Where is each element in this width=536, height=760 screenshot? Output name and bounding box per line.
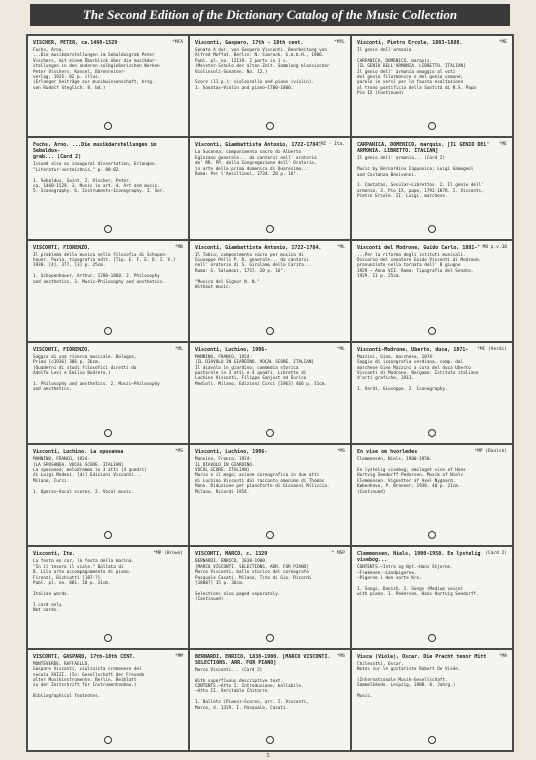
card-body: Saggio di una ricerca musicale. Bologna, Prima [c1936] 386 p. 26cm. (Quaderni di studi filosofici diretti da Adolfo Levi e Emilio Bodrero.) 1. Philosophy and aesthetics. 2. Music—Philosophy and aesthetics. — [33, 354, 160, 393]
card-heading: Visconti-Modrone, Uberto, duca, 1871- — [357, 346, 469, 353]
card-heading: Visconti, Gasparo, 17th - 18th cent. — [195, 40, 304, 46]
catalog-card — [28, 343, 188, 443]
card-body: MANNINO, FRANCO, 1924- [IL DIAVOLO IN GIARDINO. VOCAL SCORE. ITALIAN] Il diavolo in giardino; commedia storica pastorale in 3 atti e 4 quadri. Libretto di Luchino Visconti, Filippo Sanjust ed Enrico Medioli. Milano, Edizioni Curci [1963] 466 p. 31cm. — [195, 354, 327, 387]
card-heading: Visca (Viole), Oscar. Die Pracht tenor Mitt — [357, 653, 487, 660]
card-heading: CARPANICA, DOMENICO, marquis. [IL GENIO DEL' ARMONIA. LIBRETTO. ITALIAN] — [357, 142, 490, 155]
catalog-card — [352, 445, 512, 545]
punch-hole-icon — [104, 225, 112, 233]
card-body: Mazzini, Gino, marchese, 1874- Saggio di iconografia verdiana, comp. dal marchese Gino Mazzini a cura del duca Uberto Visconti di Modrone. Bergamo: Istituto italiano d'arti grafiche, 1913. 1. Verdi, Giuseppe. 2. Iconography. — [357, 354, 479, 393]
punch-hole-icon — [428, 531, 436, 539]
punch-hole-icon — [266, 429, 274, 437]
card-heading: VISCONTI, GASPARO, 17th-18th CENT. — [33, 653, 136, 660]
punch-hole-icon — [104, 429, 112, 437]
punch-hole-icon — [266, 736, 274, 744]
card-heading: Visconti, Giambattista Antonio, 1722-1784. — [195, 142, 322, 149]
catalog-card — [352, 241, 512, 341]
punch-hole-icon — [428, 225, 436, 233]
catalog-card — [28, 138, 188, 238]
punch-hole-icon — [104, 122, 112, 130]
card-call-mark: *MC (Verdi) — [477, 346, 507, 352]
card-body: Chilesotti, Oscar. Notes sur le guitariste Robert De Visée. (Internationale Musik-Gesellschaft. Sammelbände. Leipzig, 1908. 8. Jahrg.) Music. — [357, 661, 461, 700]
catalog-card — [190, 343, 350, 443]
punch-hole-icon — [266, 634, 274, 642]
card-heading: Visconti, Pietro Ercole, 1803-1880. — [357, 40, 463, 46]
catalog-card — [190, 138, 350, 238]
catalog-card — [352, 547, 512, 647]
card-call-mark: *ME — [498, 40, 507, 45]
card-heading: En vise om hvorledes — [357, 449, 418, 456]
card-body: ...Per la riforma degli istituti musicali. Discorso del senatore Guido Visconti di Modrone, pronunziato nella tornata dell' 8 giugno 1929 — Anno VII. Roma: Tipografia del Senato, 1929. 11 p. 25cm. — [357, 252, 482, 280]
punch-hole-icon — [104, 531, 112, 539]
punch-hole-icon — [266, 122, 274, 130]
punch-hole-icon — [428, 634, 436, 642]
catalog-card — [28, 650, 188, 750]
card-call-mark: *MP (Brown) — [153, 551, 183, 557]
card-call-mark: *MM — [174, 653, 183, 659]
card-call-mark: *ML — [336, 244, 345, 250]
punch-hole-icon — [266, 225, 274, 233]
card-call-mark: *MS — [174, 449, 183, 455]
card-body: BERNARDI, ENRICO, 1838-1900. [MARCO VISCONTI. SELECTIONS. ARR. FOR PIANO] Marco Visconti, ballo storico del coreografo Pasquale Casati. Milano, Tito di Gio. Ricordi [1880?] 15 p. 36cm. Selections also paged separately. (Continued) — [195, 559, 312, 603]
punch-hole-icon — [428, 327, 436, 335]
card-body: MONTEVERDE, RAFFAELLO. Gaspare Visconti, violinista cremonese del secolo XVIII. (In: Gesellschaft der Freunde alter Musikinstrumente. Berlin, Beiblatt zu der Zeitschrift für Instrumentenbau.) Bibliographical footnotes. — [33, 661, 145, 700]
card-heading: BERNARDI, ENRICO, 1838-1900. [MARCO VISCONTI. SELECTIONS. ARR. FOR PIANO] — [195, 653, 331, 666]
card-call-mark: * MSP — [331, 551, 345, 557]
card-body: Clemmensen, Niels, 1900-1950. En lystelig visebog; omslaget vise af Hans Hartvig Seedorff Pedersen. Musik af Niels Clemmensen. Vignetter af Axel Nygaard. København, P. Branner, 1938. 40 p. 21cm. (Continued) — [357, 457, 466, 495]
card-heading: Clemmensen, Niels, 1900-1950. En lystelig visebog... — [357, 551, 484, 564]
punch-hole-icon — [428, 736, 436, 744]
catalog-card — [190, 241, 350, 341]
catalog-card — [28, 36, 188, 136]
card-body: Il Tobia; componimento sacro per musica di Giuseppe Pelli P. D. generale... da cantarsi nell' oratorio di S. Girolamo della Carita... Roma: G. Salomoni, 1757. 20 p. 16°. "Musica del Signor N. N." Without music. — [195, 252, 312, 290]
card-body: Issued also as inaugural dissertation, Erlangen. "Literatur-verzeichnis," p. 80-82. 1. Sebaldus, Saint. 2. Vischer, Peter, ca. 1460-1529. 3. Music in art. 4. Art and music. 5. Iconography. 6. Instruments—Iconography. I. Ser. — [33, 162, 165, 195]
card-heading: VISCHER, PETER, ca.1460-1529 — [33, 40, 118, 46]
catalog-card — [352, 650, 512, 750]
card-heading: Visconti, Luchino, 1906- — [195, 346, 268, 353]
card-body: Fuchs, Arno. ...Die musikdarstellungen im Sebaldusgrab Peter Vischers, mit einem Überblick über die musikdar- stellungen in den anderen selbgießerischen Werken Peter Vischers. Kassel, Bärenreiter- verlag, 1935. 82 p. illus. (Erlanger beiträge zur musikwissenschaft, hrsg. von Rudolf Steglich. 8. bd.) — [33, 48, 160, 91]
catalog-card — [190, 36, 350, 136]
catalog-card — [352, 343, 512, 443]
punch-hole-icon — [428, 122, 436, 130]
card-call-mark: *MZ - Ita. — [317, 142, 345, 148]
card-heading: VISCONTI, MARCO, c. 1329 — [195, 551, 268, 558]
card-call-mark: *MP (Danish) — [474, 449, 507, 455]
card-body: Mannino, Franco, 1924- IL DIAVOLO IN GIARDINO. VOCAL SCORE. ITALIAN] Mario e il mago; azione coreografica in due atti di Luchino Visconti dal racconto omonimo di Thomas Mann. Riduzione per pianoforte di Giovanni Miliccia. Milano, Ricordi 1954. — [195, 457, 330, 495]
card-call-mark: * MO p.v.38 — [477, 244, 507, 250]
card-call-mark: *ME — [498, 142, 507, 148]
catalog-card — [28, 445, 188, 545]
card-heading: Visconti, Ite. — [33, 551, 76, 558]
card-call-mark: *MS — [336, 653, 345, 659]
catalog-card-grid — [26, 34, 514, 752]
catalog-card — [190, 445, 350, 545]
card-heading: Visconti, Luchino, 1906- — [195, 449, 268, 456]
catalog-card — [352, 36, 512, 136]
catalog-card — [190, 650, 350, 750]
card-heading: Fuchs, Arno. ...Die musikdarstellungen im Sebaldus- grab... (Card 2) — [33, 142, 157, 161]
card-body: La festa en cor, la festa della marina. "In il tesoro il viale." Ballata di B. Lila arte accompagnamento di piano. Firenzi, Bichiatti [187-?]. Publ. pl. no. 881. 10 p. 31cm. Italian words. 1 card only. Not cards. — [33, 559, 134, 614]
card-body: Sonata A dur, von Gasparo Visconti. Bearbeitung von Alfred Moffat. Berlin: N. Simrock, G.m.b.H., 1906. Publ. pl. no. 12139. 2 parts in 1 v. (Meister-Schule der alten Zeit. Sammlung klassischer Violinsoli-Sonaten. No. 12.) Score (11 p.): violoncello and piano (violin). 1. Sonatas—Violin and piano—1700-1800. — [195, 48, 330, 91]
catalog-card — [28, 547, 188, 647]
card-body: Il genio dell' armonia... (Card 2) Music by Bernardino Capponica; Luigi Gamognol and Costanza Benivenni. 1. Cantatas, Secular—Librettos. 2. Il genio dell' armonia. 3. Pio IX, pope, 1792-1878. I. Visconti, Pietro Ercole. II. Luigi, marchese. — [357, 156, 484, 200]
card-call-mark: *MFA — [172, 40, 183, 45]
card-heading: Visconti del Modrone, Guido Carlo, 1881- — [357, 244, 478, 251]
card-body: Il problema della musica nella filosofia di Schopen- hauer. Pavia, tipografia edit. [Tip. E. F. E. D. I. V.] 1930. [4], 377, [3] p. 25cm. 1. Schopenhauer, Arthur, 1788-1860. 2. Philosophy and aesthetics. 3. Music—Philosophy and aesthetics. — [33, 252, 176, 285]
catalog-card — [352, 138, 512, 238]
page-number: 5 — [266, 753, 270, 759]
card-heading: Visconti, Luchino. La sposanea — [33, 449, 124, 456]
catalog-card — [190, 547, 350, 647]
card-call-mark: *MB — [174, 244, 183, 250]
page-title: The Second Edition of the Dictionary Catalog of the Music Collection — [30, 4, 510, 26]
card-call-mark: *MYL — [334, 40, 345, 45]
card-body: La Susanna; componimento sacro di Alberto Egizzano generale... da cantarsi nell' oratorio de' RR. PP. della Congregazione dell' Oratorio, in arte della prima domenica di Quaresima... Roma: Per l'Ansillioni, 1734. 20 p. 16°. — [195, 150, 317, 177]
catalog-card — [28, 241, 188, 341]
punch-hole-icon — [428, 429, 436, 437]
punch-hole-icon — [266, 327, 274, 335]
card-heading: VISCONTI, FIORENZO. — [33, 346, 91, 353]
card-call-mark: (Card 2) — [485, 551, 507, 557]
card-call-mark: *ML — [174, 346, 183, 352]
punch-hole-icon — [104, 736, 112, 744]
card-call-mark: *MS — [336, 449, 345, 455]
punch-hole-icon — [104, 327, 112, 335]
card-heading: Visconti, Giambattista Antonio, 1722-1784. — [195, 244, 322, 251]
card-call-mark: *ML — [336, 346, 345, 352]
punch-hole-icon — [104, 634, 112, 642]
card-body: MANNINO, FRANCO, 1924- [LA SPOSANEA. VOCAL SCORE. ITALIAN] La sposanea; melodramma in 3 atti (4 quadri) di Luigi Madeni. [di] Edizioni Visconti... Milano, Curci. 1. Operas—Vocal scores. 2. Vocal music. — [33, 457, 147, 495]
card-call-mark: *MA — [498, 653, 507, 659]
card-heading: VISCONTI, FIORENZO. — [33, 244, 91, 251]
card-body: CONTENTS.—Intro og Nyt.—Hans Stjerne. —Frøkenen.—Landpigerne. —Pigerne i den sorte Kro. 1. Songs, Danish. 2. Songs (Medium voice) with piano. I. Pedersen, Hans Hartvig Seedorff. — [357, 565, 479, 598]
card-body: Marco Visconti... (Card 2) With superfluous descriptive text. CONTENTS.—Atto I. Introduzione; ballabile. —Atto II. Veritable Chitarre. 1. Ballets (Piano)—Scores, arr. I. Visconti, Marco, d. 1329. I. Pasquale, Casati. — [195, 667, 309, 711]
card-body: Il genio dell'armonia CARPANICA, DOMENICO, marquis. [IL GENIO DELL'ARMONIA. LIBRETTO. ITALIAN] Il genio dell' armonia omaggio al voti del genio filarmonico e del genio comune; parole in versi per la fausta esaltazione al trono pontificio della Santità di N.S. Papa Pio IX (Continued) — [357, 48, 476, 97]
punch-hole-icon — [266, 531, 274, 539]
